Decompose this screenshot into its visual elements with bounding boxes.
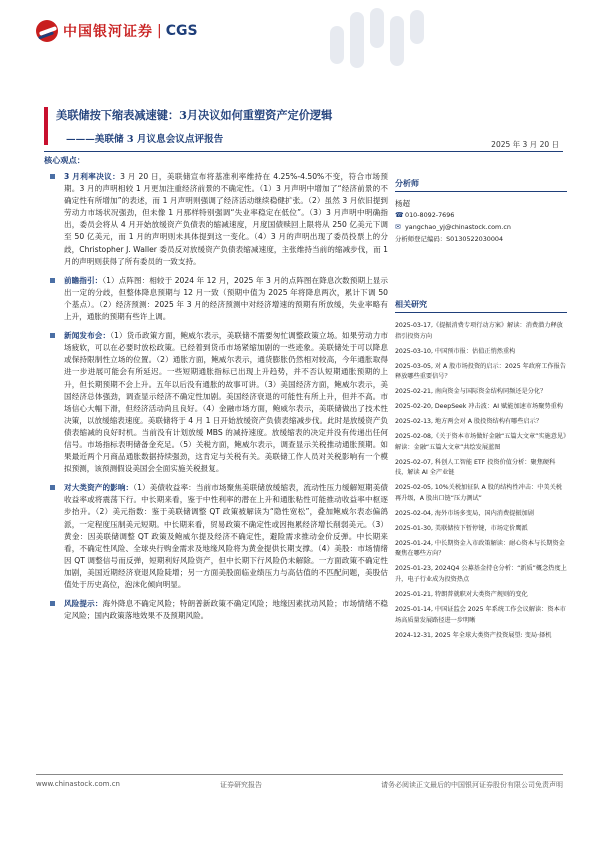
paragraph-text: 3 月 20 日，美联储宣布将基准利率维持在 4.25%-4.50%不变，符合市场预期。3 月的声明相较 1 月更加注重经济前景的不确定性。（1）3 月声明中增加了“经济前景的不确定性有所增加”的表述，而 1 月声明则强调了经济活动继续稳健扩张。（2）虽然 3 月依旧提到劳动力市场状况强劲，但未像 1 月那样特别强调“失业率稳定在低位”。（3）3 月声明中明确指出，委员会将从 4 月开始放缓资产负债表的缩减速度，月度国债赎回上限将从 250 亿美元下调至 50 亿美元，而 1 月的声明则未具体提到这一变化。（4）3 月的声明出现了委员投票上的分歧，Christopher J. Waller 委员反对放缓资产负债表缩减速度，主张维持当前的缩减步伐，而 1 月的声明则获得了所有委员的一致支持。 <box>64 172 388 266</box>
footer-disclaimer: 请务必阅读正文最后的中国银河证券股份有限公司免责声明 <box>381 781 563 789</box>
mail-icon: ✉ <box>395 223 401 231</box>
report-subtitle: ———美联储 3 月议息会议点评报告 <box>66 134 224 145</box>
related-item[interactable]: 2025-01-24, 中长期资金入市政策解读：耐心资本与长期资金聚焦在哪些方向？ <box>395 539 565 558</box>
analyst-phone-number: 010-8092-7696 <box>405 211 455 219</box>
analyst-email-address[interactable]: yangchao_yj@chinastock.com.cn <box>405 223 511 231</box>
analyst-name: 杨超 <box>395 199 410 208</box>
related-item[interactable]: 2025-02-13, 地方两会对 A 股投资结构有哪些启示？ <box>395 418 543 426</box>
report-title: 美联储按下缩表减速键：3月决议如何重塑资产定价逻辑 <box>56 108 333 122</box>
analyst-phone <box>395 209 567 221</box>
paragraph-lead: 对大类资产的影响： <box>64 483 134 493</box>
paragraph-text: （1）美债收益率：当前市场聚焦美联储放缓缩表，流动性压力缓解短期美债收益率或将震荡下行。中长期来看，鉴于中性利率的潜在上升和通胀粘性可能推动收益率中枢逐步抬升。（2）美元指数：鉴于美联储调整 QT 政策被解读为“隐性宽松”，叠加鲍威尔表态偏鸽派，一定程度压制美元短期。中长期来看，贸易政策不确定性或因拖累经济增长削弱美元。（3）黄金：因美联储调整 QT 政策及鲍威尔提及经济不确定性，避险需求推动金价反弹。中长期来看，不确定性风险、全球央行购金需求及地缘风险将为黄金提供长期支撑。（4）美股：市场情绪因 QT 调整信号而反弹，短期利好风险资产，但中长期下行风险仍未解除。一方面政策不确定性加剧，美国近期经济衰退风险陡增；另一方面美股面临业绩压力与高估值的不匹配问题，美股估值处于历史高位，泡沫化倾向明显。 <box>64 483 389 589</box>
analyst-email <box>395 221 567 233</box>
phone-icon: ☎ <box>395 211 404 219</box>
header-divider <box>44 151 563 152</box>
paragraph-forward-guidance <box>46 275 388 323</box>
footer-website[interactable]: www.chinastock.com.cn <box>36 780 120 788</box>
bullet-icon <box>50 333 55 338</box>
paragraph-lead: 新闻发布会： <box>64 331 111 341</box>
analyst-cert: 分析师登记编码：S0130522030004 <box>395 235 504 243</box>
bullet-icon <box>50 485 55 490</box>
core-views-label: 核心观点： <box>44 155 85 165</box>
related-item[interactable]: 2024-12-31, 2025 年全球大类资产投资展望: 变局·择机 <box>395 631 552 639</box>
related-item[interactable]: 2025-03-10, 中国预市报：估值正悄然重构 <box>395 347 516 355</box>
paragraph-risk-warning <box>46 598 388 622</box>
bullet-icon <box>50 174 55 179</box>
related-item[interactable]: 2025-02-20, DeepSeek 冲击波：AI 赋能加速市场聚势重构 <box>395 403 563 411</box>
paragraph-lead: 前瞻指引： <box>64 275 103 285</box>
related-item[interactable]: 2025-02-08,《关于资本市场做好金融“五篇大文章”实施意见》解读：金融“五篇大文章”共绘发展蓝图 <box>395 433 567 451</box>
footer-center-label: 证券研究报告 <box>220 781 262 789</box>
paragraph-text: 海外降息不确定风险；特朗普新政策不确定风险；地缘因素扰动风险；市场情绪不稳定风险；国内政策落地效果不及预期风险。 <box>64 599 389 621</box>
related-item[interactable]: 2025-02-21, 南向资金与国际资金结构同频还是分化？ <box>395 388 547 396</box>
paragraph-lead: 3 月利率决议： <box>64 172 121 181</box>
related-item[interactable]: 2025-02-07, 科创人工智能 ETF 投资价值分析：聚焦硬科技，解读 AI 全产业链 <box>395 458 556 477</box>
sidebar <box>395 171 567 646</box>
related-item[interactable]: 2025-01-21, 特朗普就职对大类资产规则的变化 <box>395 590 528 598</box>
watermark-graphic <box>322 6 432 71</box>
paragraph-text: （1）货币政策方面，鲍威尔表示，美联储不需要匆忙调整政策立场。如果劳动力市场疲软，可以在必要时放松政策。已经着到货币市场紧缩加剧的一些迹象。美联储处于可以降息或保持限制性立场的位置。（2）通胀方面，鲍威尔表示，通货膨胀仍然相对较高，今年通胀取得进一步进展可能会有所延迟。一些短期通胀指标已出现上升趋势，并不否认短期通胀预期的上升，但长期预期不会上升。五年以后没有通胀的故事可讲。（3）美国经济方面，鲍威尔表示，美国经济总体强劲，调查显示经济不确定性加剧。美国经济衰退的可能性有所上升，但并不高。市场信心大幅下滑，但经济活动尚且良好。（4）金融市场方面，鲍威尔表示，美联储做出了技术性决策，以放缓缩表速度。美联储将于 4 月 1 日开始放缓资产负债表缩减步伐。此时是放缓资产负债表缩减的良好时机。当前没有计划放缓 MBS 的减持速度。放缓缩表的决定并没有传递出任何信号。市场指标表明储备金充足。（5）关税方面，鲍威尔表示，调查显示关税推动通胀预期。如果最近两个月商品通胀数据持续强劲，这肯定与关税有关。美联储工作人员对关税影响有一个模拟预测，该预测假设美国会全面实施关税报复。 <box>64 331 388 474</box>
related-item[interactable]: 2025-01-14, 中国证监会 2025 年系统工作会议解读：资本市场高质量发展路径进一步明晰 <box>395 605 566 624</box>
brand-logo <box>36 20 198 42</box>
brand-separator: | <box>157 23 162 39</box>
related-item[interactable]: 2025-02-05, 10%关税加征队 A 股的结构性冲击：中美关税再升级，A 股出口链“压力测试” <box>395 484 562 502</box>
title-accent-bar <box>44 107 48 145</box>
paragraph-lead: 风险提示： <box>64 599 103 609</box>
brand-name-cn: 中国银河证券 <box>63 24 153 40</box>
related-item[interactable]: 2025-03-17,《提振消费专项行动方案》解读：消费潜力释放指引投资方向 <box>395 322 563 340</box>
main-content <box>46 171 388 629</box>
paragraph-asset-impact <box>46 482 388 591</box>
footer-divider <box>36 774 563 775</box>
bullet-icon <box>50 278 55 283</box>
paragraph-rate-decision <box>46 171 388 268</box>
report-date: 2025 年 3 月 20 日 <box>491 140 559 149</box>
paragraph-press-conference <box>46 330 388 475</box>
related-item[interactable]: 2025-01-30, 美联储按下暂停键，市场定价鹰派 <box>395 524 528 532</box>
related-section-title: 相关研究 <box>395 299 567 313</box>
related-item[interactable]: 2025-01-23, 2024Q4 公募基金持仓分析：“新质”概念热度上升，电子行业成为投资热点 <box>395 565 567 583</box>
related-item[interactable]: 2025-02-04, 海外市场多变局，国内消费提振加剧 <box>395 509 534 517</box>
brand-name-en: CGS <box>165 23 198 39</box>
paragraph-text: （1）点阵图：相较于 2024 年 12 月，2025 年 3 月的点阵图在降息次数预期上显示出一定的分歧，但整体降息预期与 12 月一致（预期中值为 2025 年将降息两次，累计下调 50 个基点）。（2）经济预测：2025 年 3 月的经济预测中对经济增速的预期有所放缓，失业率略有上升，通胀的预期有些许上调。 <box>64 275 388 322</box>
cgs-logo-icon <box>36 20 58 42</box>
bullet-icon <box>50 601 55 606</box>
related-list <box>395 321 567 641</box>
analyst-section-title: 分析师 <box>395 178 567 192</box>
related-item[interactable]: 2025-03-05, 对 A 股市场投资的启示：2025 年政府工作报告释放哪些重要信号？ <box>395 362 566 381</box>
